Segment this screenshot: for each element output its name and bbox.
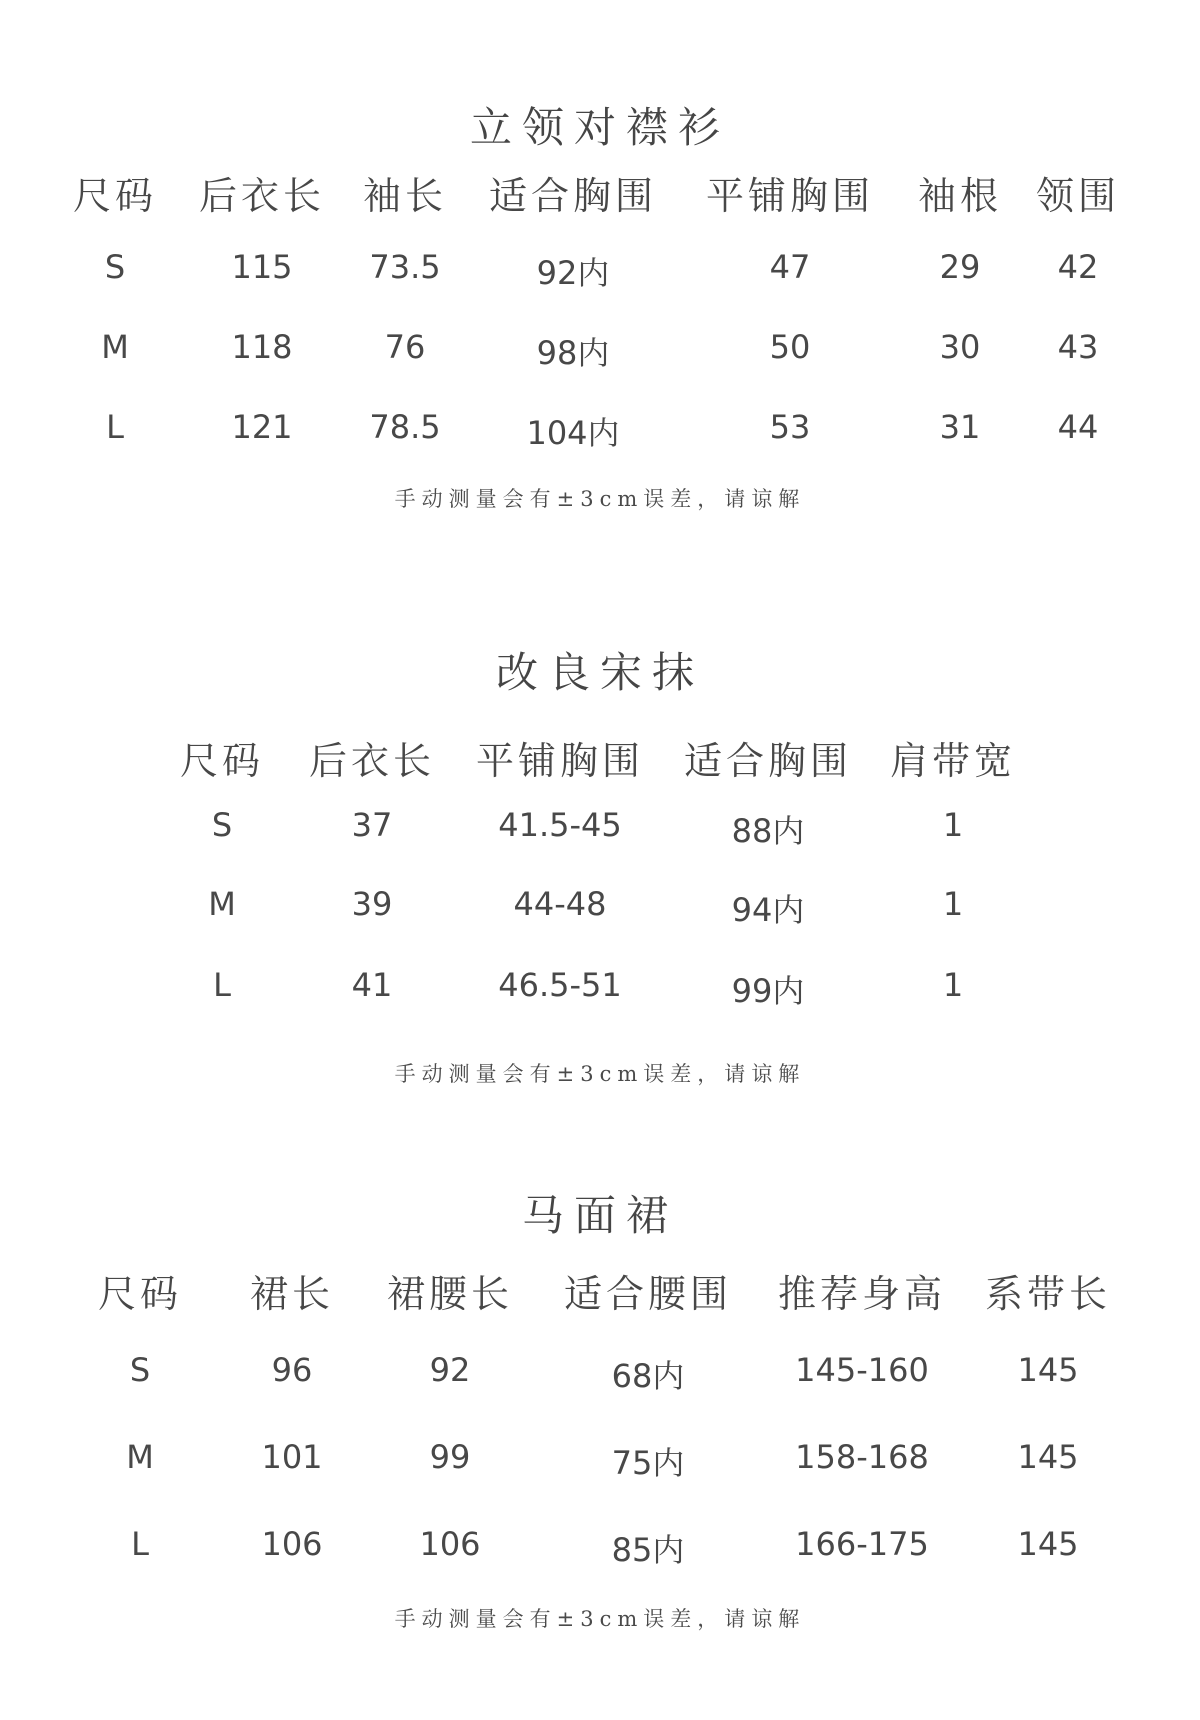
column-header: 领围 bbox=[1035, 174, 1121, 218]
table-cell: 43 bbox=[1057, 328, 1099, 366]
table-cell: 1 bbox=[942, 966, 964, 1004]
table-cell: 92 bbox=[429, 1351, 471, 1389]
column-header: 裙长 bbox=[249, 1272, 335, 1316]
table-cell: S bbox=[129, 1351, 151, 1389]
table-cell: 50 bbox=[769, 328, 811, 366]
table-cell: 99内 bbox=[731, 972, 805, 1010]
column-header: 后衣长 bbox=[308, 739, 436, 783]
column-header: 肩带宽 bbox=[889, 739, 1017, 783]
table-cell: L bbox=[213, 966, 231, 1004]
table-cell: 145 bbox=[1017, 1525, 1079, 1563]
column-header: 推荐身高 bbox=[777, 1272, 947, 1316]
section-title: 立领对襟衫 bbox=[469, 103, 730, 152]
table-cell: 145 bbox=[1017, 1351, 1079, 1389]
table-cell: 94内 bbox=[731, 891, 805, 929]
table-cell: M bbox=[101, 328, 129, 366]
table-cell: 53 bbox=[769, 408, 811, 446]
measurement-note: 手动测量会有±3cm误差，请谅解 bbox=[394, 1607, 806, 1631]
table-cell: 76 bbox=[384, 328, 426, 366]
table-cell: 41 bbox=[351, 966, 393, 1004]
section-title: 改良宋抹 bbox=[495, 648, 704, 697]
table-cell: 46.5-51 bbox=[498, 966, 622, 1004]
column-header: 后衣长 bbox=[198, 174, 326, 218]
table-cell: 106 bbox=[419, 1525, 481, 1563]
table-cell: 118 bbox=[231, 328, 293, 366]
table-cell: 121 bbox=[231, 408, 293, 446]
section-title: 马面裙 bbox=[521, 1191, 678, 1240]
column-header: 系带长 bbox=[984, 1272, 1112, 1316]
measurement-note: 手动测量会有±3cm误差，请谅解 bbox=[394, 487, 806, 511]
table-cell: 29 bbox=[939, 248, 981, 286]
column-header: 平铺胸围 bbox=[705, 174, 875, 218]
measurement-note: 手动测量会有±3cm误差，请谅解 bbox=[394, 1062, 806, 1086]
table-cell: 37 bbox=[351, 806, 393, 844]
table-cell: 68内 bbox=[611, 1357, 685, 1395]
table-cell: 92内 bbox=[536, 254, 610, 292]
table-cell: 104内 bbox=[526, 414, 620, 452]
column-header: 适合胸围 bbox=[683, 739, 853, 783]
table-cell: 44-48 bbox=[513, 885, 607, 923]
table-cell: 47 bbox=[769, 248, 811, 286]
table-cell: L bbox=[131, 1525, 149, 1563]
table-cell: 85内 bbox=[611, 1531, 685, 1569]
column-header: 裙腰长 bbox=[386, 1272, 514, 1316]
table-cell: 44 bbox=[1057, 408, 1099, 446]
column-header: 尺码 bbox=[179, 739, 265, 783]
table-cell: 41.5-45 bbox=[498, 806, 622, 844]
table-cell: 158-168 bbox=[795, 1438, 929, 1476]
table-cell: M bbox=[126, 1438, 154, 1476]
table-cell: 96 bbox=[271, 1351, 313, 1389]
table-cell: M bbox=[208, 885, 236, 923]
table-cell: 145 bbox=[1017, 1438, 1079, 1476]
table-cell: 101 bbox=[261, 1438, 323, 1476]
table-cell: 73.5 bbox=[369, 248, 441, 286]
column-header: 尺码 bbox=[97, 1272, 183, 1316]
table-cell: 75内 bbox=[611, 1444, 685, 1482]
table-cell: 31 bbox=[939, 408, 981, 446]
table-cell: S bbox=[104, 248, 126, 286]
column-header: 尺码 bbox=[72, 174, 158, 218]
table-cell: 30 bbox=[939, 328, 981, 366]
table-cell: 78.5 bbox=[369, 408, 441, 446]
table-cell: 39 bbox=[351, 885, 393, 923]
table-cell: 42 bbox=[1057, 248, 1099, 286]
table-cell: 115 bbox=[231, 248, 293, 286]
column-header: 袖长 bbox=[362, 174, 448, 218]
table-cell: 166-175 bbox=[795, 1525, 929, 1563]
table-cell: S bbox=[211, 806, 233, 844]
table-cell: 1 bbox=[942, 885, 964, 923]
table-cell: 1 bbox=[942, 806, 964, 844]
column-header: 适合胸围 bbox=[488, 174, 658, 218]
table-cell: 106 bbox=[261, 1525, 323, 1563]
table-cell: L bbox=[106, 408, 124, 446]
column-header: 平铺胸围 bbox=[475, 739, 645, 783]
table-cell: 98内 bbox=[536, 334, 610, 372]
table-cell: 99 bbox=[429, 1438, 471, 1476]
table-cell: 88内 bbox=[731, 812, 805, 850]
column-header: 适合腰围 bbox=[563, 1272, 733, 1316]
table-cell: 145-160 bbox=[795, 1351, 929, 1389]
column-header: 袖根 bbox=[917, 174, 1003, 218]
